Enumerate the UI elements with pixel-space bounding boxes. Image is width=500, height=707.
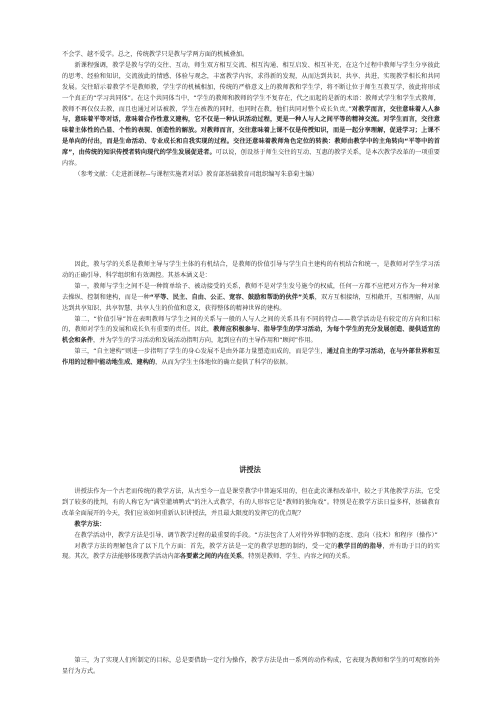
paragraph-third-aspect: 第三，为了实现人们所制定的目标，总是要借助一定行为操作，教学方法是由一系列的动作构成，它表现为教师和学生的可观察的外显行为方式。 (62, 657, 440, 675)
text-run: 可以说，创设基于师生交往的互动、互惠的教学关系，是本次教学改革的一项重要内容。 (62, 149, 440, 168)
bold-text-run: 教师应积极参与、指导学生的学习活动，为每个学生的充分发展创造、提供适宜的机会和条件 (62, 326, 441, 345)
paragraph-tail: 不会学、越不爱学。总之，传统教学只是教与学两方面的机械叠加。 (62, 51, 249, 58)
paragraph-third-point (62, 347, 440, 369)
text-run: 对教学方法的理解包含了以下几个方面：首先，教学方法是一定的教学思想的制约，受一定的 (74, 542, 338, 550)
paragraph-first-point (62, 282, 440, 315)
bold-text-run: 对教学而言，交往意味着人人参与，意味着平等对话，意味着合作性意义建构，它不仅是一种认识活动过程，更是一种人与人之间平等的精神交流。对学生而言，交往意味着主体性的凸显、个性的表现、创造性的解放。对教师而言，交往意味着上课不仅是传授知识，而是一起分享理解，促进学习；上课不是单向的付出，而是生命活动、专业成长和自我实现的过程。交往还意味着教师角色定位的转换：教师由教学中的主角转向“平等中的首席”，由传统的知识传授者转向现代的学生发展促进者。 (62, 105, 440, 157)
subheading-teaching-method: 教学方法： (74, 520, 106, 528)
text-run: 第三，“自主建构”则进一步指明了学生的身心发展不是由外部力量塑造而成的，而是学生， (74, 348, 327, 356)
bold-text-run: 各要素之间的内在关系 (179, 553, 243, 561)
bold-text-run: “平等、民主、自由、公正、宽容、鼓励和帮助的伙伴”关系 (149, 293, 315, 301)
lecture-method-section (62, 487, 440, 563)
text-run: 第二，“价值引导”旨在表明教师与学生之间的关系与一般的人与人之间的关系具有不同的特点——教学活动是有较定的方向和目标的，教师对学生的发展和成长负有重要的责任。因此， (62, 315, 440, 334)
opening-section (62, 50, 440, 181)
paragraph-second-point (62, 315, 440, 348)
relationship-section (62, 260, 440, 369)
text-run: ，并有助于目的的实现。其次，教学方法能够体现教学活动内部 (62, 542, 441, 561)
paragraph-relationship: 因此，教与学的关系是教师主导与学生主体的有机结合，是教师的价值引导与学生自主建构的有机结合和统一，是教师对学生学习活动的正确引导、科学组织和有效调控。其基本涵义是： (62, 261, 440, 279)
text-run: 第一，教师与学生之间不是一种简单给予、被动接受的关系，教师不是对学生发号施令的权威，任何一方都不应把对方作为一种对象去操纵、控制和建构，而是一种 (62, 282, 440, 301)
bold-text-run: 教学目的的指导 (337, 542, 383, 550)
paragraph-method-definition: 在教学活动中，教学方法是引导、调节教学过程的最重要的手段。“方法包含了人对待外界事物的态度、意向（技术）和程序（操作）” (74, 531, 438, 539)
closing-section (62, 656, 440, 678)
text-run: 新课程强调，教学是教与学的交往、互动，师生双方相互交流、相互沟通、相互启发、相互补充，在这个过程中教师与学生分享彼此的思考、经验和知识，交流彼此的情感、体验与观念，丰富教学内容，求得新的发现，从而达到共识、共享、共进，实现教学相长和共同发展。交往昭示着教学不是教师教，学生学的机械相加，传统的严格意义上的教师教和学生学，将不断让位于师生互教互学，彼此将形成一个真正的“学习共同体”。在这个共同体当中，“学生的教师和教师的学生不复存在，代之而起的是新的术语：教师式学生和学生式教师，教师不再仅仅去教，而且也通过对话被教，学生在被教的同时，也同时在教，他们共同对整个成长负责。” (62, 61, 440, 113)
text-run: ，从而为学生主体地位的确立提供了科学的依据。 (155, 359, 292, 367)
bold-text-run: 通过自主的学习活动，在与外部世界和互作用的过程中能动地生成、建构的 (62, 348, 440, 367)
paragraph-interaction (62, 61, 440, 170)
text-run: ，双方互相接纳，互相敞开，互相理解，从而达到共享知识、共享智慧、共享人生的价值和意义，获得整体的精神世界的建构。 (62, 293, 441, 312)
text-run: ，特别是教师、学生、内容之间的关系。 (242, 553, 354, 561)
reference-citation: （参考文献：《走进新课程--与课程实施者对话》教育部基础教育司组织编写朱慕菊主编） (74, 170, 318, 178)
section-title: 讲授法 (239, 465, 261, 474)
text-run: ，并为学生的学习活动和发展活动指明方向，起到应有的主导作用和“顾问”作用。 (93, 337, 317, 345)
paragraph-lecture-intro: 讲授法作为一个古老而传统的教学方法，从古至今一直是课堂教学中普遍采用的，但在此次课程改革中，较之于其他教学方法，它受到了较多的批判，有的人称它为“满堂灌填鸭式”的注入式教学，有的人形容它是“教师的独角戏”。特别是在教学方法日益多样，基础教育改革全面展开的今天，我们应该如何重新认识讲授法，并且最大限度的发挥它的优点呢？ (62, 488, 440, 517)
paragraph-method-understanding (62, 542, 440, 564)
